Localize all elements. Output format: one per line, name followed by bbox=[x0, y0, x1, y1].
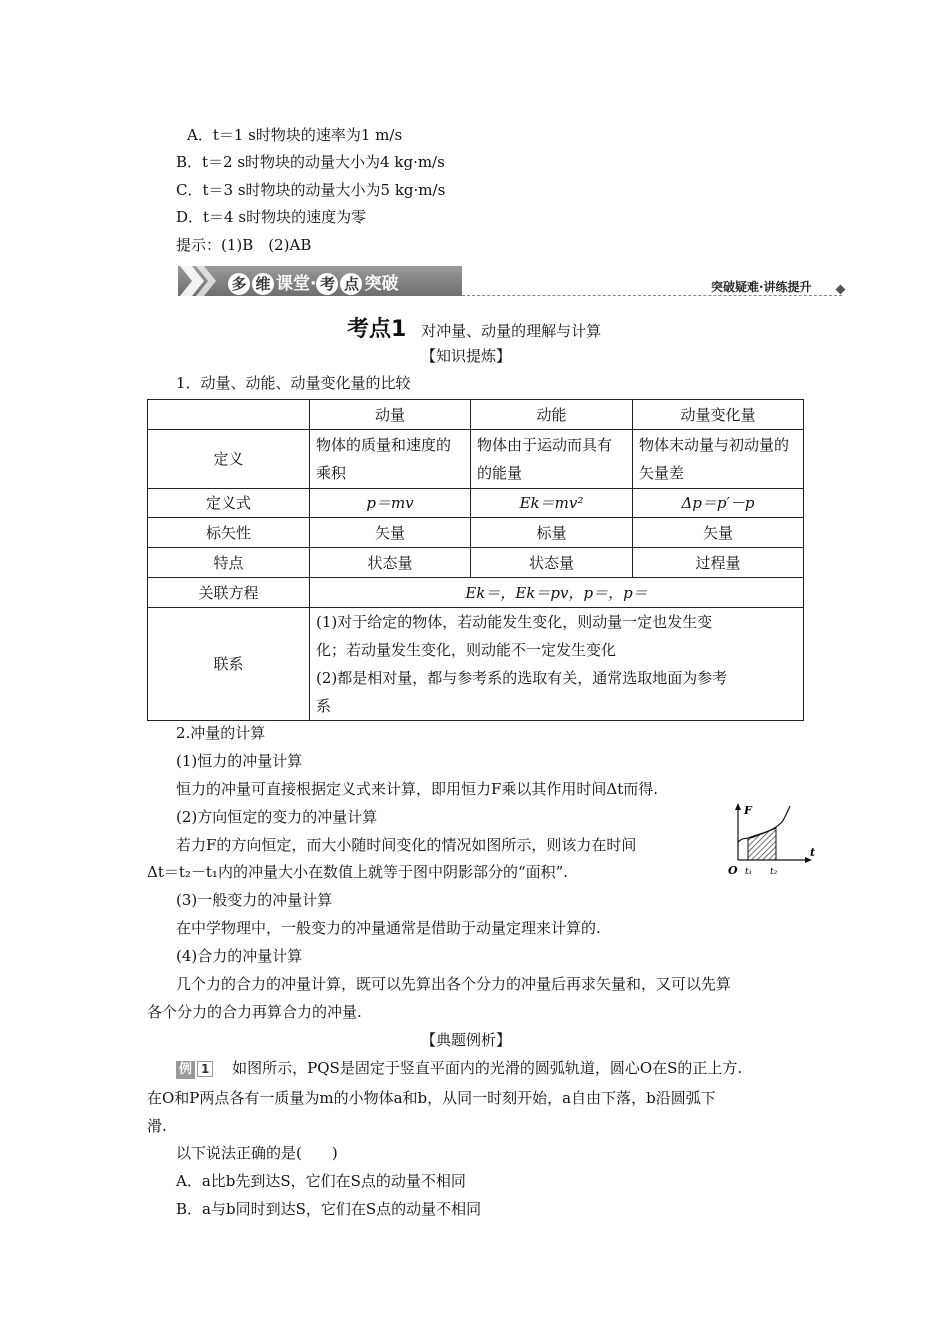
p4-text-line2: 各个分力的合力再算合力的冲量. bbox=[147, 1003, 362, 1021]
table-cell: 状态量 bbox=[471, 548, 633, 578]
svg-text:t₂: t₂ bbox=[770, 867, 778, 877]
hint-text: 提示：(1)B (2)AB bbox=[176, 236, 312, 254]
table-cell-merged: Ek＝，Ek＝pv，p＝，p＝ bbox=[310, 578, 804, 608]
banner-tag: 突破疑难·讲练提升 bbox=[711, 280, 812, 294]
force-time-graph bbox=[726, 800, 816, 882]
p2-text-line2: Δt＝t₂－t₁内的冲量大小在数值上就等于图中阴影部分的“面积”. bbox=[147, 863, 569, 881]
table-cell: p＝mv bbox=[310, 489, 471, 518]
example-badge: 例 bbox=[176, 1061, 195, 1079]
example-line3: 滑. bbox=[147, 1117, 167, 1135]
header-momentum-change: 动量变化量 bbox=[633, 400, 804, 430]
banner-divider bbox=[462, 295, 842, 296]
option-c: C．t＝3 s时物块的动量大小为5 kg·m/s bbox=[176, 181, 446, 199]
comparison-table bbox=[147, 399, 804, 721]
header-kinetic-energy: 动能 bbox=[471, 400, 633, 430]
table-cell: 过程量 bbox=[633, 548, 804, 578]
row-label: 标矢性 bbox=[148, 518, 310, 548]
table-cell-merged: (1)对于给定的物体，若动能发生变化，则动量一定也发生变 化；若动量发生变化，则动能不一定发生变化 (2)都是相对量，都与参考系的选取有关，通常选取地面为参考 系 bbox=[310, 608, 804, 721]
banner-title: 多 维 课堂· 考 点 突破 bbox=[228, 269, 398, 295]
chevron-icon bbox=[178, 266, 228, 296]
p1-heading: (1)恒力的冲量计算 bbox=[176, 752, 303, 770]
example-line1: 例 1 如图所示，PQS是固定于竖直平面内的光滑的圆弧轨道，圆心O在S的正上方. bbox=[176, 1057, 742, 1079]
table-cell: 标量 bbox=[471, 518, 633, 548]
example-question: 以下说法正确的是( ) bbox=[176, 1144, 338, 1162]
row-label: 定义 bbox=[148, 430, 310, 489]
table-cell: 物体由于运动而具有的能量 bbox=[471, 430, 633, 489]
example-option-b: B．a与b同时到达S，它们在S点的动量不相同 bbox=[176, 1200, 482, 1218]
p2-heading: (2)方向恒定的变力的冲量计算 bbox=[176, 808, 378, 826]
svg-text:F: F bbox=[744, 804, 752, 817]
option-a: A．t＝1 s时物块的速率为1 m/s bbox=[187, 126, 403, 144]
p3-heading: (3)一般变力的冲量计算 bbox=[176, 891, 333, 909]
table-cell: Ek＝mv² bbox=[471, 489, 633, 518]
row-label: 特点 bbox=[148, 548, 310, 578]
row-label: 关联方程 bbox=[148, 578, 310, 608]
p4-text-line1: 几个力的合力的冲量计算，既可以先算出各个分力的冲量后再求矢量和，又可以先算 bbox=[176, 975, 732, 993]
item1-heading: 1．动量、动能、动量变化量的比较 bbox=[176, 374, 411, 392]
option-d: D．t＝4 s时物块的速度为零 bbox=[176, 208, 367, 226]
svg-text:t: t bbox=[810, 846, 816, 859]
example-option-a: A．a比b先到达S，它们在S点的动量不相同 bbox=[176, 1172, 466, 1190]
table-cell: 物体的质量和速度的乘积 bbox=[310, 430, 471, 489]
p4-heading: (4)合力的冲量计算 bbox=[176, 947, 303, 965]
impulse-heading: 2.冲量的计算 bbox=[176, 724, 266, 742]
table-cell: Δp＝p′－p bbox=[633, 489, 804, 518]
row-label: 联系 bbox=[148, 608, 310, 721]
example-heading: 【典题例析】 bbox=[421, 1031, 512, 1049]
row-label: 定义式 bbox=[148, 489, 310, 518]
svg-text:O: O bbox=[728, 864, 738, 877]
diamond-icon bbox=[836, 285, 846, 295]
table-cell: 状态量 bbox=[310, 548, 471, 578]
example-line2: 在O和P两点各有一质量为m的小物体a和b，从同一时刻开始，a自由下落，b沿圆弧下 bbox=[147, 1089, 716, 1107]
table-cell: 矢量 bbox=[310, 518, 471, 548]
section-title: 考点1 对冲量、动量的理解与计算 bbox=[347, 317, 602, 342]
example-number: 1 bbox=[197, 1061, 213, 1077]
table-cell: 物体末动量与初动量的矢量差 bbox=[633, 430, 804, 489]
p2-text-line1: 若力F的方向恒定，而大小随时间变化的情况如图所示，则该力在时间 bbox=[176, 836, 637, 854]
p3-text: 在中学物理中，一般变力的冲量通常是借助于动量定理来计算的. bbox=[176, 919, 601, 937]
table-cell: 矢量 bbox=[633, 518, 804, 548]
header-momentum: 动量 bbox=[310, 400, 471, 430]
svg-text:t₁: t₁ bbox=[745, 867, 753, 877]
knowledge-heading: 【知识提炼】 bbox=[421, 347, 512, 365]
option-b: B．t＝2 s时物块的动量大小为4 kg·m/s bbox=[176, 153, 445, 171]
p1-text: 恒力的冲量可直接根据定义式来计算，即用恒力F乘以其作用时间Δt而得. bbox=[176, 780, 659, 798]
